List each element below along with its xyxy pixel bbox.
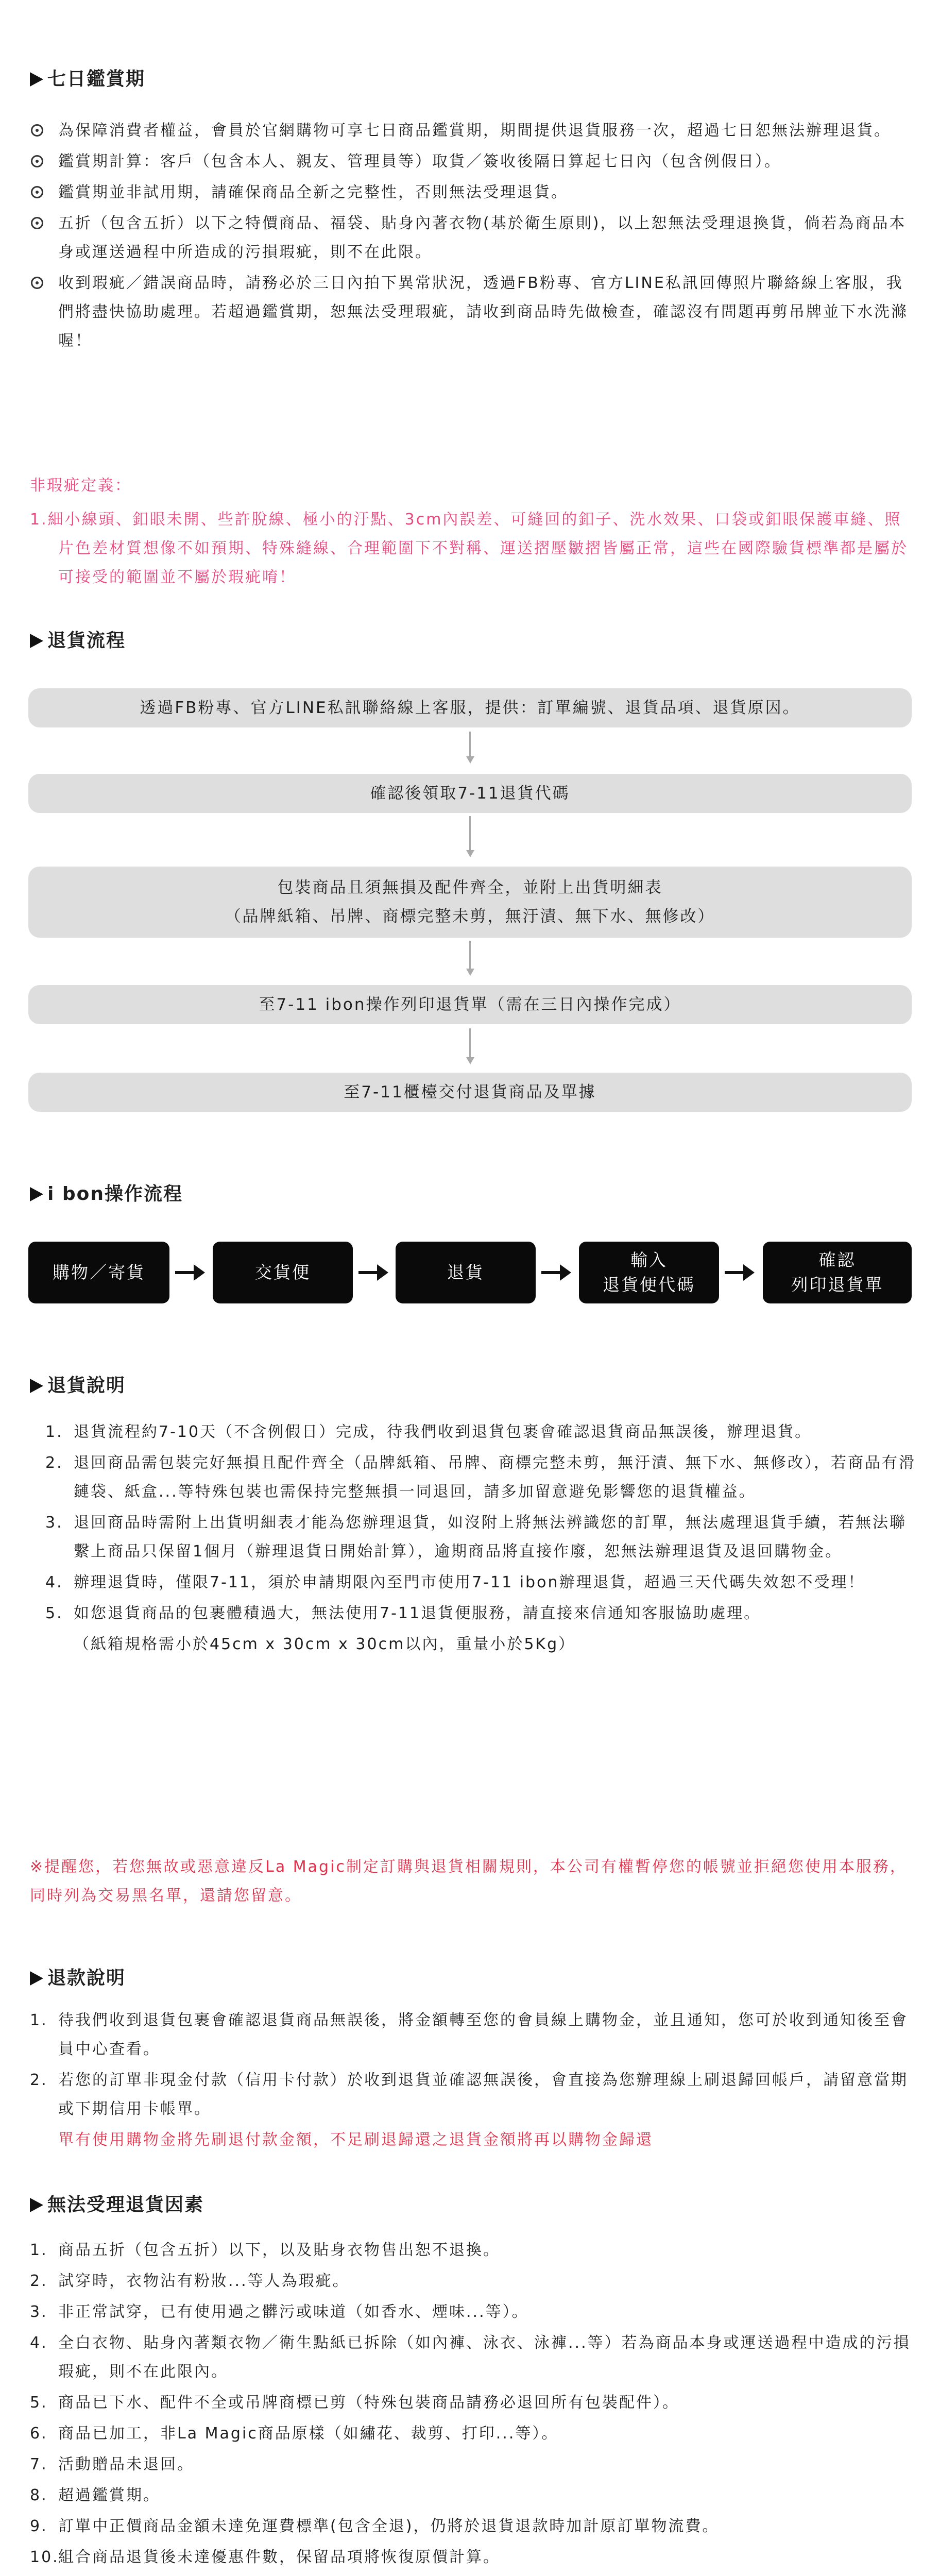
section-title-non-returnable xyxy=(30,2194,204,2216)
section-title-text: i bon操作流程 xyxy=(47,1183,183,1205)
ibon-step xyxy=(213,1242,353,1303)
circle-bullet-icon xyxy=(31,217,43,229)
triangle-bullet-icon xyxy=(30,1971,43,1986)
list-number: 1. xyxy=(30,2241,48,2259)
non-defect-definition xyxy=(30,471,916,592)
ibon-step xyxy=(28,1242,169,1303)
list-number: 10. xyxy=(30,2548,59,2566)
flow-step xyxy=(28,985,912,1024)
refund-notes-list xyxy=(30,2006,918,2155)
section-title-appreciation-period xyxy=(30,68,145,91)
flow-step xyxy=(28,774,912,813)
circle-bullet-icon xyxy=(31,186,43,198)
appreciation-list xyxy=(30,116,916,358)
ibon-step xyxy=(396,1242,536,1303)
non-defect-title: 非瑕疵定義： xyxy=(30,477,132,495)
ibon-step-text: 輸入 xyxy=(630,1250,668,1270)
list-number: 4. xyxy=(30,2334,48,2352)
list-item xyxy=(30,2512,918,2541)
list-item xyxy=(30,2006,918,2064)
ibon-step-text: 退貨便代碼 xyxy=(603,1275,695,1295)
list-number: 3. xyxy=(30,2303,48,2321)
list-item-text: 五折（包含五折）以下之特價商品、福袋、貼身內著衣物(基於衛生原則)，以上恕無法受理退換貨，倘若為商品本身或運送過程中所造成的污損瑕疵，則不在此限。 xyxy=(58,214,907,261)
list-item xyxy=(30,2298,918,2327)
right-arrow-icon xyxy=(540,1261,572,1284)
ibon-step-text: 確認 xyxy=(818,1250,856,1270)
list-item xyxy=(30,2388,918,2417)
triangle-bullet-icon xyxy=(30,2198,43,2212)
down-arrow-icon xyxy=(466,941,474,976)
circle-bullet-icon xyxy=(31,155,43,167)
package-size-note: （紙箱規格需小於45cm x 30cm x 30cm以內，重量小於5Kg） xyxy=(74,1635,576,1653)
section-title-text: 退貨流程 xyxy=(47,630,126,651)
list-item xyxy=(30,147,916,176)
flow-step-text: 透過FB粉專、官方LINE私訊聯絡線上客服，提供：訂單編號、退貨品項、退貨原因。 xyxy=(140,699,800,717)
list-item-text: 訂單中正價商品金額未達免運費標準(包含全退)，仍將於退貨退款時加計原訂單物流費。 xyxy=(58,2517,720,2535)
list-item-text: 超過鑑賞期。 xyxy=(58,2486,160,2504)
circle-bullet-icon xyxy=(31,124,43,137)
list-item-text: 如您退貨商品的包裹體積過大，無法使用7-11退貨便服務，請直接來信通知客服協助處理。 xyxy=(74,1604,761,1622)
list-item-text: 鑑賞期並非試用期，請確保商品全新之完整性，否則無法受理退貨。 xyxy=(58,183,568,201)
list-item-text: 為保障消費者權益，會員於官網購物可享七日商品鑑賞期，期間提供退貨服務一次，超過七日恕無法辦理退貨。 xyxy=(58,122,891,140)
list-item xyxy=(45,1418,921,1447)
return-notes-list xyxy=(45,1418,921,1659)
list-item xyxy=(30,209,916,267)
list-number: 5. xyxy=(30,2394,48,2412)
list-item-text: 退回商品時需附上出貨明細表才能為您辦理退貨，如沒附上將無法辨識您的訂單，無法處理退貨手續，若無法聯繫上商品只保留1個月（辦理退貨日開始計算），逾期商品將直接作廢，恕無法辦理退貨及退回購物金。 xyxy=(74,1514,907,1561)
list-item-text: 商品已下水、配件不全或吊牌商標已剪（特殊包裝商品請務必退回所有包裝配件）。 xyxy=(58,2394,679,2412)
list-item xyxy=(45,1449,921,1506)
circle-bullet-icon xyxy=(31,277,43,289)
list-number: 2. xyxy=(45,1454,63,1472)
list-item xyxy=(30,2267,918,2296)
list-number xyxy=(30,2574,59,2576)
list-item-text: 商品已加工，非La Magic商品原樣（如繡花、裁剪、打印...等）。 xyxy=(58,2425,559,2443)
flow-step-text: 至7-11 ibon操作列印退貨單（需在三日內操作完成） xyxy=(259,995,681,1014)
list-number: 5. xyxy=(45,1604,63,1622)
ibon-step xyxy=(763,1242,912,1303)
list-item-text: 退回商品需包裝完好無損且配件齊全（品牌紙箱、吊牌、商標完整未剪，無汙漬、無下水、無修改），若商品有滑鏈袋、紙盒...等特殊包裝也需保持完整無損一同退回，請多加留意避免影響您的退貨權益。 xyxy=(74,1454,916,1501)
section-title-text: 退款說明 xyxy=(47,1968,126,1989)
list-item-text: 試穿時，衣物沾有粉妝...等人為瑕疵。 xyxy=(58,2272,350,2290)
list-item-text: 非正常試穿，已有使用過之髒污或味道（如香水、煙味...等）。 xyxy=(58,2303,529,2321)
list-number: 7. xyxy=(30,2455,48,2473)
section-title-text: 無法受理退貨因素 xyxy=(47,2194,204,2215)
section-title-ibon-process xyxy=(30,1183,183,1206)
ibon-step xyxy=(579,1242,719,1303)
list-item-text: 收到瑕疵／錯誤商品時，請務必於三日內拍下異常狀況，透過FB粉專、官方LINE私訊回傳照片聯絡線上客服，我們將盡快協助處理。若超過鑑賞期，恕無法受理瑕疵，請收到商品時先做檢查，確認沒有問題再剪吊牌並下水洗滌喔！ xyxy=(58,274,908,350)
list-item xyxy=(30,2066,918,2124)
down-arrow-icon xyxy=(466,732,474,764)
section-title-return-notes xyxy=(30,1375,126,1397)
section-title-return-process xyxy=(30,630,126,652)
flow-step-text: 至7-11櫃檯交付退貨商品及單據 xyxy=(344,1083,596,1101)
list-item-text: 辦理退貨時，僅限7-11，須於申請期限內至門市使用7-11 ibon辦理退貨，超過三天代碼失效恕不受理！ xyxy=(74,1573,865,1591)
list-number: 1. xyxy=(45,1423,63,1441)
list-item xyxy=(30,2574,918,2576)
list-item xyxy=(45,1599,921,1628)
list-item-text: 鑑賞期計算：客戶（包含本人、親友、管理員等）取貨／簽收後隔日算起七日內（包含例假日）。 xyxy=(58,152,781,171)
list-item-text: 若您的訂單非現金付款（信用卡付款）於收到退貨並確認無誤後，會直接為您辦理線上刷退歸回帳戶，請留意當期或下期信用卡帳單。 xyxy=(58,2071,908,2118)
list-item xyxy=(30,2450,918,2479)
refund-red-note: 單有使用購物金將先刷退付款金額，不足刷退歸還之退貨金額將再以購物金歸還 xyxy=(58,2131,653,2149)
list-item xyxy=(30,2481,918,2510)
list-item xyxy=(30,2543,918,2572)
non-defect-body: 1.細小線頭、釦眼未開、些許脫線、極小的汙點、3cm內誤差、可縫回的釦子、洗水效果、口袋或釦眼保護車縫、照片色差材質想像不如預期、特殊縫線、合理範圍下不對稱、運送摺壓皺摺皆屬正常，這些在國際驗貨標準都是屬於可接受的範圍並不屬於瑕疵唷！ xyxy=(30,511,908,586)
down-arrow-icon xyxy=(466,816,474,857)
list-item xyxy=(30,116,916,145)
list-item-text: 待我們收到退貨包裹會確認退貨商品無誤後，將金額轉至您的會員線上購物金，並且通知，您可於收到通知後至會員中心查看。 xyxy=(58,2011,908,2058)
list-item xyxy=(45,1509,921,1566)
triangle-bullet-icon xyxy=(30,1379,43,1393)
list-item-text: 全白衣物、貼身內著類衣物／衛生點紙已拆除（如內褲、泳衣、泳褲...等）若為商品本身或運送過程中造成的污損瑕疵，則不在此限內。 xyxy=(58,2334,911,2381)
right-arrow-icon xyxy=(724,1261,756,1284)
blacklist-warning: ※提醒您，若您無故或惡意違反La Magic制定訂購與退貨相關規則，本公司有權暫停您的帳號並拒絕您使用本服務，同時列為交易黑名單，還請您留意。 xyxy=(30,1858,907,1905)
list-number: 2. xyxy=(30,2071,48,2089)
list-number: 3. xyxy=(45,1514,63,1532)
list-item xyxy=(30,178,916,207)
list-item-text: 活動贈品未退回。 xyxy=(58,2455,194,2473)
flow-step-text: 包裝商品且須無損及配件齊全，並附上出貨明細表 xyxy=(277,878,663,897)
list-item-text: 商品五折（包含五折）以下，以及貼身衣物售出恕不退換。 xyxy=(58,2241,500,2259)
ibon-step-text: 購物／寄貨 xyxy=(53,1262,145,1282)
triangle-bullet-icon xyxy=(30,634,43,648)
ibon-step-text: 列印退貨單 xyxy=(791,1275,884,1295)
flow-step xyxy=(28,1073,912,1112)
triangle-bullet-icon xyxy=(30,1187,43,1201)
triangle-bullet-icon xyxy=(30,72,43,87)
right-arrow-icon xyxy=(357,1261,389,1284)
list-item xyxy=(30,2329,918,2386)
list-item xyxy=(30,2236,918,2265)
right-arrow-icon xyxy=(174,1261,206,1284)
ibon-step-text: 交貨便 xyxy=(255,1262,311,1282)
list-number: 9. xyxy=(30,2517,48,2535)
list-item xyxy=(30,269,916,355)
flow-step-text: 確認後領取7-11退貨代碼 xyxy=(370,784,570,803)
list-number: 6. xyxy=(30,2425,48,2443)
list-number: 2. xyxy=(30,2272,48,2290)
list-number: 4. xyxy=(45,1573,63,1591)
section-title-text: 七日鑑賞期 xyxy=(47,69,146,90)
list-item-text: 退貨流程約7-10天（不含例假日）完成，待我們收到退貨包裹會確認退貨商品無誤後，辦理退貨。 xyxy=(74,1423,812,1441)
non-returnable-list xyxy=(30,2236,918,2576)
list-item-text: 組合商品退貨後未達優惠件數，保留品項將恢復原價計算。 xyxy=(58,2548,500,2566)
list-number: 8. xyxy=(30,2486,48,2504)
section-title-text: 退貨說明 xyxy=(47,1375,126,1396)
flow-step-text: （品牌紙箱、吊牌、商標完整未剪，無汙漬、無下水、無修改） xyxy=(225,907,715,926)
flow-step xyxy=(28,867,912,938)
section-title-refund-notes xyxy=(30,1967,126,1990)
list-item xyxy=(30,2419,918,2448)
list-item xyxy=(45,1568,921,1597)
down-arrow-icon xyxy=(466,1028,474,1064)
flow-step xyxy=(28,688,912,727)
list-number: 1. xyxy=(30,2011,48,2029)
ibon-step-text: 退貨 xyxy=(447,1262,484,1282)
